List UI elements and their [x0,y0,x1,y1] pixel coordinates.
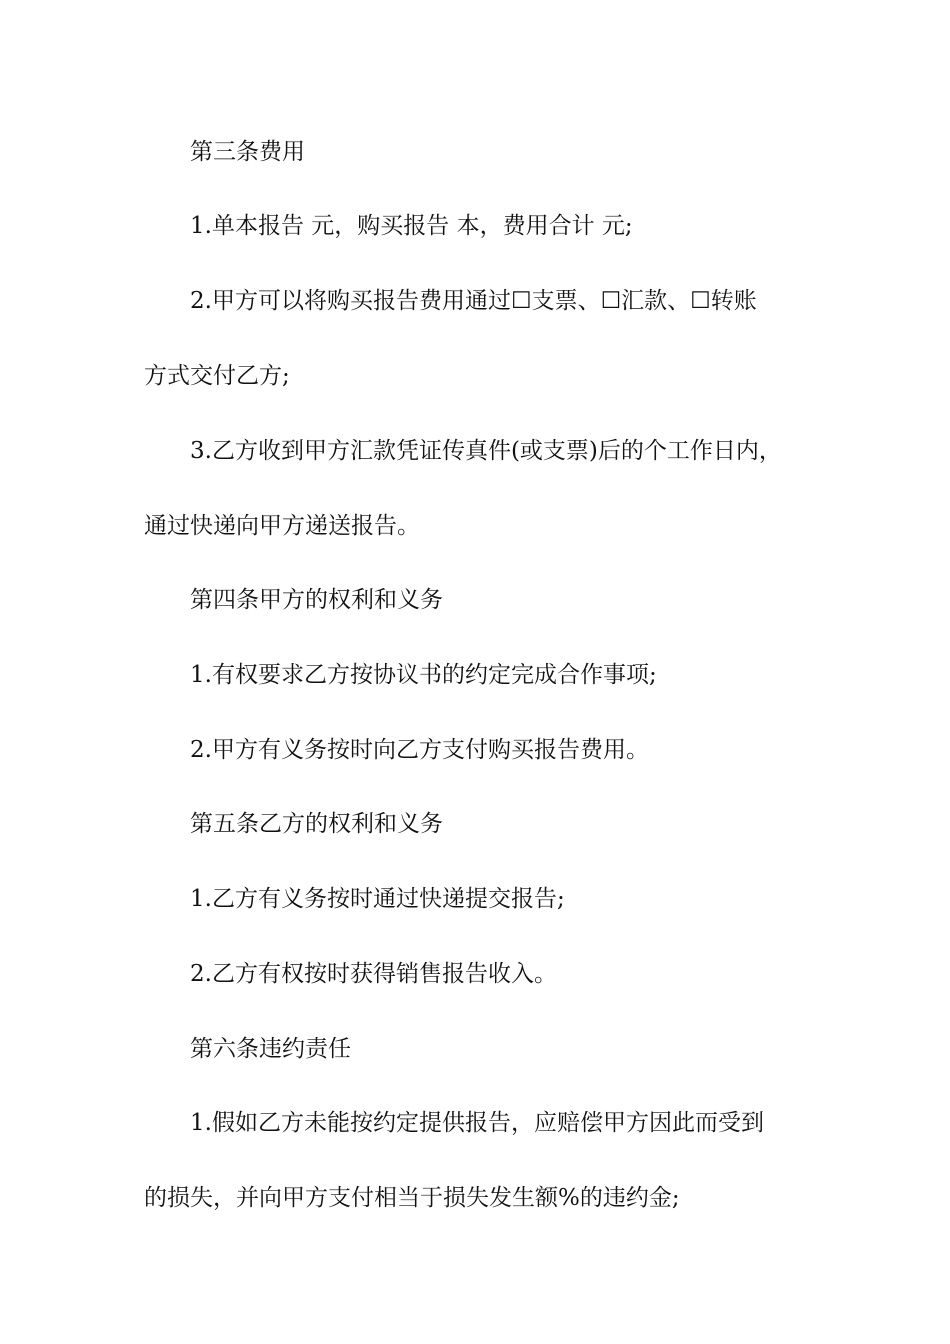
fees-item-1: 1.单本报告 元，购买报告 本，费用合计 元; [190,213,633,239]
section-heading-party-a: 第四条甲方的权利和义务 [190,587,443,613]
party-a-item-1: 1.有权要求乙方按协议书的约定完成合作事项; [190,662,657,688]
party-b-item-1: 1.乙方有义务按时通过快递提交报告; [190,886,565,912]
party-b-item-2: 2.乙方有权按时获得销售报告收入。 [190,961,557,987]
fees-item-3-cont: 通过快递向甲方递送报告。 [144,513,420,539]
fees-item-2-cont: 方式交付乙方; [144,363,290,389]
section-heading-liability: 第六条违约责任 [190,1036,351,1062]
section-heading-fees: 第三条费用 [190,139,305,165]
fees-item-3: 3.乙方收到甲方汇款凭证传真件(或支票)后的个工作日内， [190,438,782,464]
party-a-item-2: 2.甲方有义务按时向乙方支付购买报告费用。 [190,737,649,763]
liability-item-1-cont: 的损失，并向甲方支付相当于损失发生额%的违约金; [144,1185,680,1211]
fees-item-2: 2.甲方可以将购买报告费用通过☐支票、☐汇款、☐转账 [190,288,757,314]
liability-item-1: 1.假如乙方未能按约定提供报告，应赔偿甲方因此而受到 [190,1110,764,1136]
section-heading-party-b: 第五条乙方的权利和义务 [190,811,443,837]
